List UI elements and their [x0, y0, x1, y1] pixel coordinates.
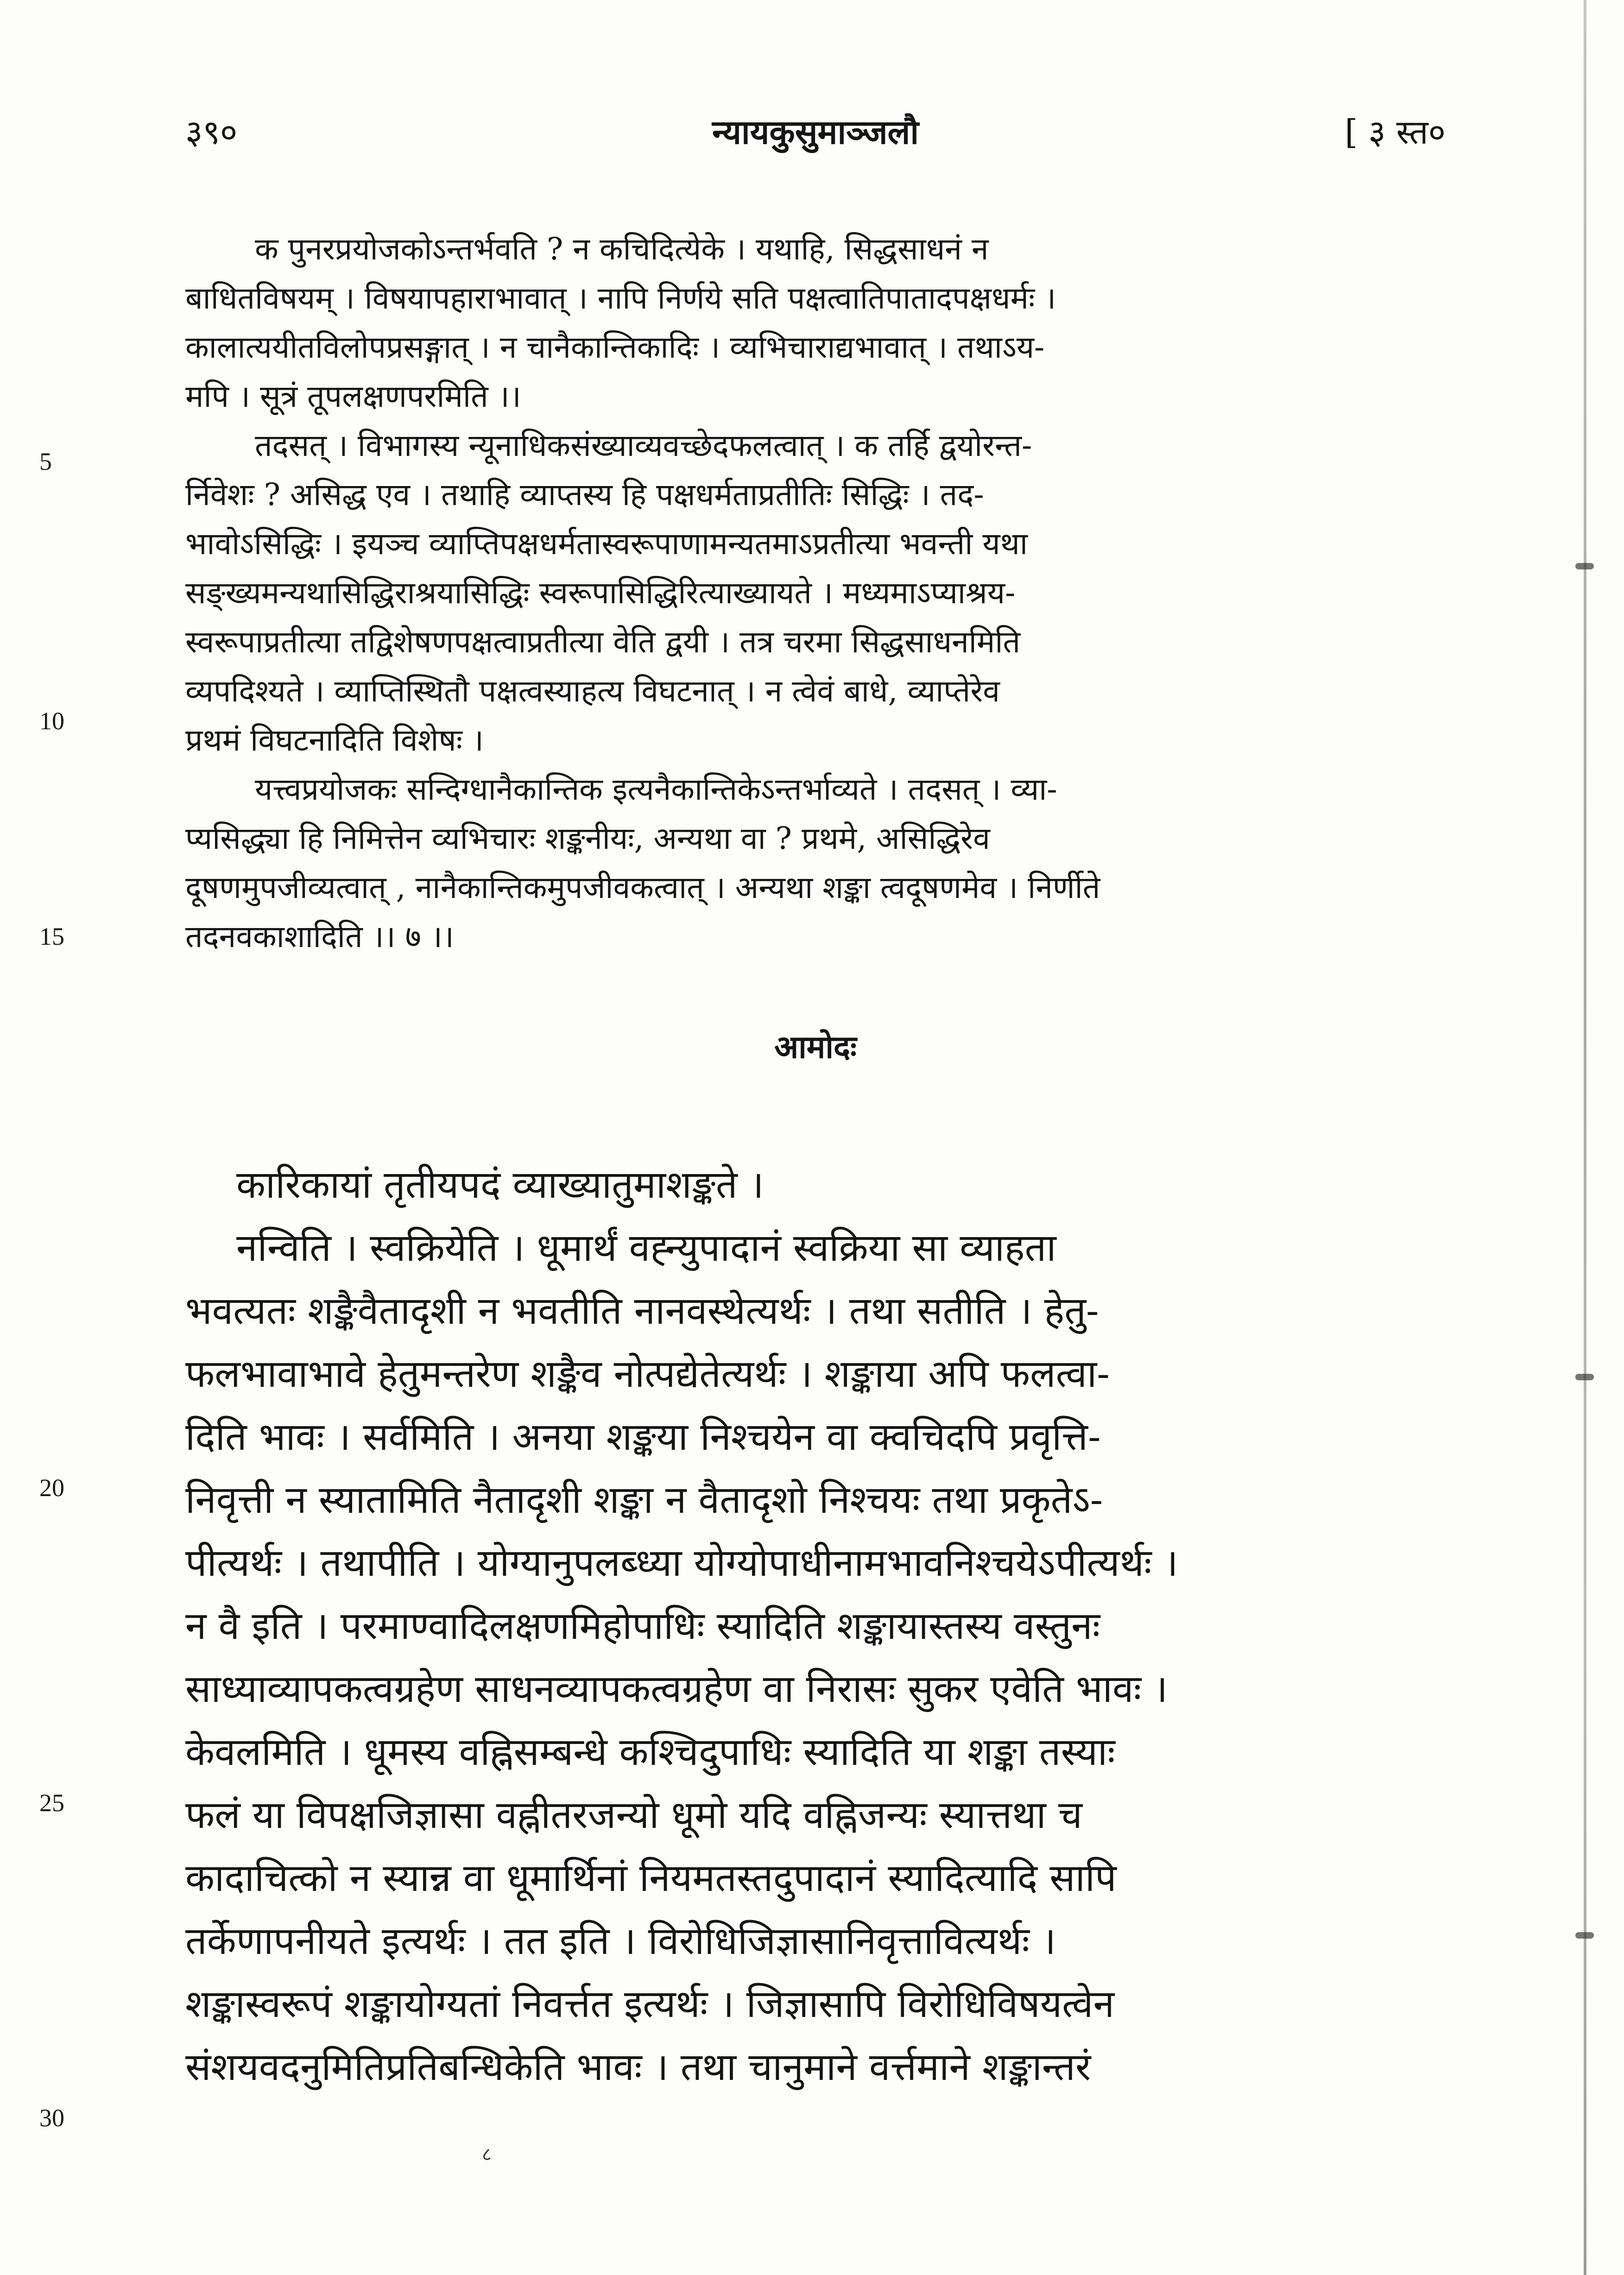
text-line: तर्केणापनीयते इत्यर्थः । तत इति । विरोधिजिज्ञासानिवृत्तावित्यर्थः ।	[185, 1919, 1056, 1963]
text-line: स्वरूपाप्रतीत्या तद्विशेषणपक्षत्वाप्रतीत्या वेति द्वयी । तत्र चरमा सिद्धसाधनमिति	[185, 624, 1021, 660]
mula-text	[185, 225, 1446, 961]
text-line: तदनवकाशादिति ।। ७ ।।	[185, 919, 454, 954]
text-line: साध्याव्यापकत्वग्रहेण साधनव्यापकत्वग्रहेण वा निरासः सुकर एवेति भावः ।	[185, 1667, 1168, 1711]
page-title: न्यायकुसुमाञ्जलौ	[712, 112, 919, 152]
footer-mark: ८	[482, 2144, 492, 2165]
text-line: सङ्ख्यमन्यथासिद्धिराश्रयासिद्धिः स्वरूपासिद्धिरित्याख्यायते । मध्यमाऽप्याश्रय-	[185, 575, 1016, 611]
text-line: केवलमिति । धूमस्य वह्निसम्बन्धे कश्चिदुपाधिः स्यादिति या शङ्का तस्याः	[185, 1730, 1115, 1774]
text-line: न वै इति । परमाण्वादिलक्षणमिहोपाधिः स्यादिति शङ्कायास्तस्य वस्तुनः	[185, 1604, 1100, 1648]
text-line: कालात्ययीतविलोपप्रसङ्गात् । न चानैकान्तिकादिः । व्यभिचाराद्यभावात् । तथाऽय-	[185, 329, 1045, 365]
text-line: नन्विति । स्वक्रियेति । धूमार्थं वह्न्युपादानं स्वक्रिया सा व्याहता	[236, 1226, 1056, 1270]
commentary-title: आमोदः	[774, 1029, 857, 1066]
text-line: यत्त्वप्रयोजकः सन्दिग्धानैकान्तिक इत्यनैकान्तिकेऽन्तर्भाव्यते । तदसत् । व्या-	[255, 771, 1057, 807]
edge-mark	[1575, 1374, 1594, 1380]
text-line: क पुनरप्रयोजकोऽन्तर्भवति ? न कचिदित्येके । यथाहि, सिद्धसाधनं न	[255, 231, 989, 267]
text-line: फलभावाभावे हेतुमन्तरेण शङ्कैव नोत्पद्येतेत्यर्थः । शङ्काया अपि फलत्वा-	[185, 1352, 1110, 1396]
text-line: र्निवेशः ? असिद्ध एव । तथाहि व्याप्तस्य हि पक्षधर्मताप्रतीतिः सिद्धिः । तद-	[185, 477, 984, 512]
commentary-heading	[185, 1019, 1446, 1075]
text-line: तदसत् । विभागस्य न्यूनाधिकसंख्याव्यवच्छेदफलत्वात् । क तर्हि द्वयोरन्त-	[255, 428, 1032, 463]
text-line: भवत्यतः शङ्कैवैतादृशी न भवतीति नानवस्थेत्यर्थः । तथा सतीति । हेतु-	[185, 1289, 1099, 1333]
edge-mark	[1575, 1932, 1594, 1939]
commentary-text	[185, 1154, 1446, 2099]
text-line: प्रथमं विघटनादिति विशेषः ।	[185, 722, 484, 758]
text-line: शङ्कास्वरूपं शङ्कायोग्यतां निवर्त्तत इत्यर्थः । जिज्ञासापि विरोधिविषयत्वेन	[185, 1982, 1115, 2026]
line-number: 30	[39, 2104, 64, 2132]
line-number: 5	[39, 448, 52, 475]
text-line: फलं या विपक्षजिज्ञासा वह्नीतरजन्यो धूमो यदि वह्निजन्यः स्यात्तथा च	[185, 1793, 1082, 1837]
page-number: ३९०	[185, 113, 238, 152]
text-line: प्यसिद्ध्या हि निमित्तेन व्यभिचारः शङ्कनीयः, अन्यथा वा ? प्रथमे, असिद्धिरेव	[185, 821, 990, 856]
text-line: मपि । सूत्रं तूपलक्षणपरमिति ।।	[185, 379, 521, 414]
line-number: 25	[39, 1789, 64, 1817]
text-line: निवृत्ती न स्यातामिति नैतादृशी शङ्का न वैतादृशो निश्चयः तथा प्रकृतेऽ-	[185, 1478, 1103, 1522]
edge-mark	[1575, 563, 1594, 569]
text-line: भावोऽसिद्धिः । इयञ्च व्याप्तिपक्षधर्मतास्वरूपाणामन्यतमाऽप्रतीत्या भवन्ती यथा	[185, 526, 1028, 562]
section-label: [ ३ स्त०	[1345, 113, 1446, 152]
text-line: कारिकायां तृतीयपदं व्याख्यातुमाशङ्कते ।	[236, 1163, 764, 1207]
text-line: दूषणमुपजीव्यत्वात् , नानैकान्तिकमुपजीवकत्वात् । अन्यथा शङ्का त्वदूषणमेव । निर्णीते	[185, 870, 1100, 905]
line-number: 20	[39, 1474, 64, 1502]
text-line: व्यपदिश्यते । व्याप्तिस्थितौ पक्षत्वस्याहत्य विघटनात् । न त्वेवं बाधे, व्याप्तेरेव	[185, 673, 1000, 709]
running-header	[185, 107, 1446, 162]
text-line: बाधितविषयम् । विषयापहाराभावात् । नापि निर्णये सति पक्षत्वातिपातादपक्षधर्मः ।	[185, 280, 1056, 316]
text-line: पीत्यर्थः । तथापीति । योग्यानुपलब्ध्या योग्योपाधीनामभावनिश्चयेऽपीत्यर्थः ।	[185, 1541, 1178, 1585]
line-number: 10	[39, 707, 64, 735]
line-number: 15	[39, 923, 64, 950]
text-line: कादाचित्को न स्यान्न वा धूमार्थिनां नियमतस्तदुपादानं स्यादित्यादि सापि	[185, 1856, 1117, 1900]
text-line: संशयवदनुमितिप्रतिबन्धिकेति भावः । तथा चानुमाने वर्त्तमाने शङ्कान्तरं	[185, 2045, 1091, 2089]
text-line: दिति भावः । सर्वमिति । अनया शङ्कया निश्चयेन वा क्वचिदपि प्रवृत्ति-	[185, 1415, 1101, 1459]
